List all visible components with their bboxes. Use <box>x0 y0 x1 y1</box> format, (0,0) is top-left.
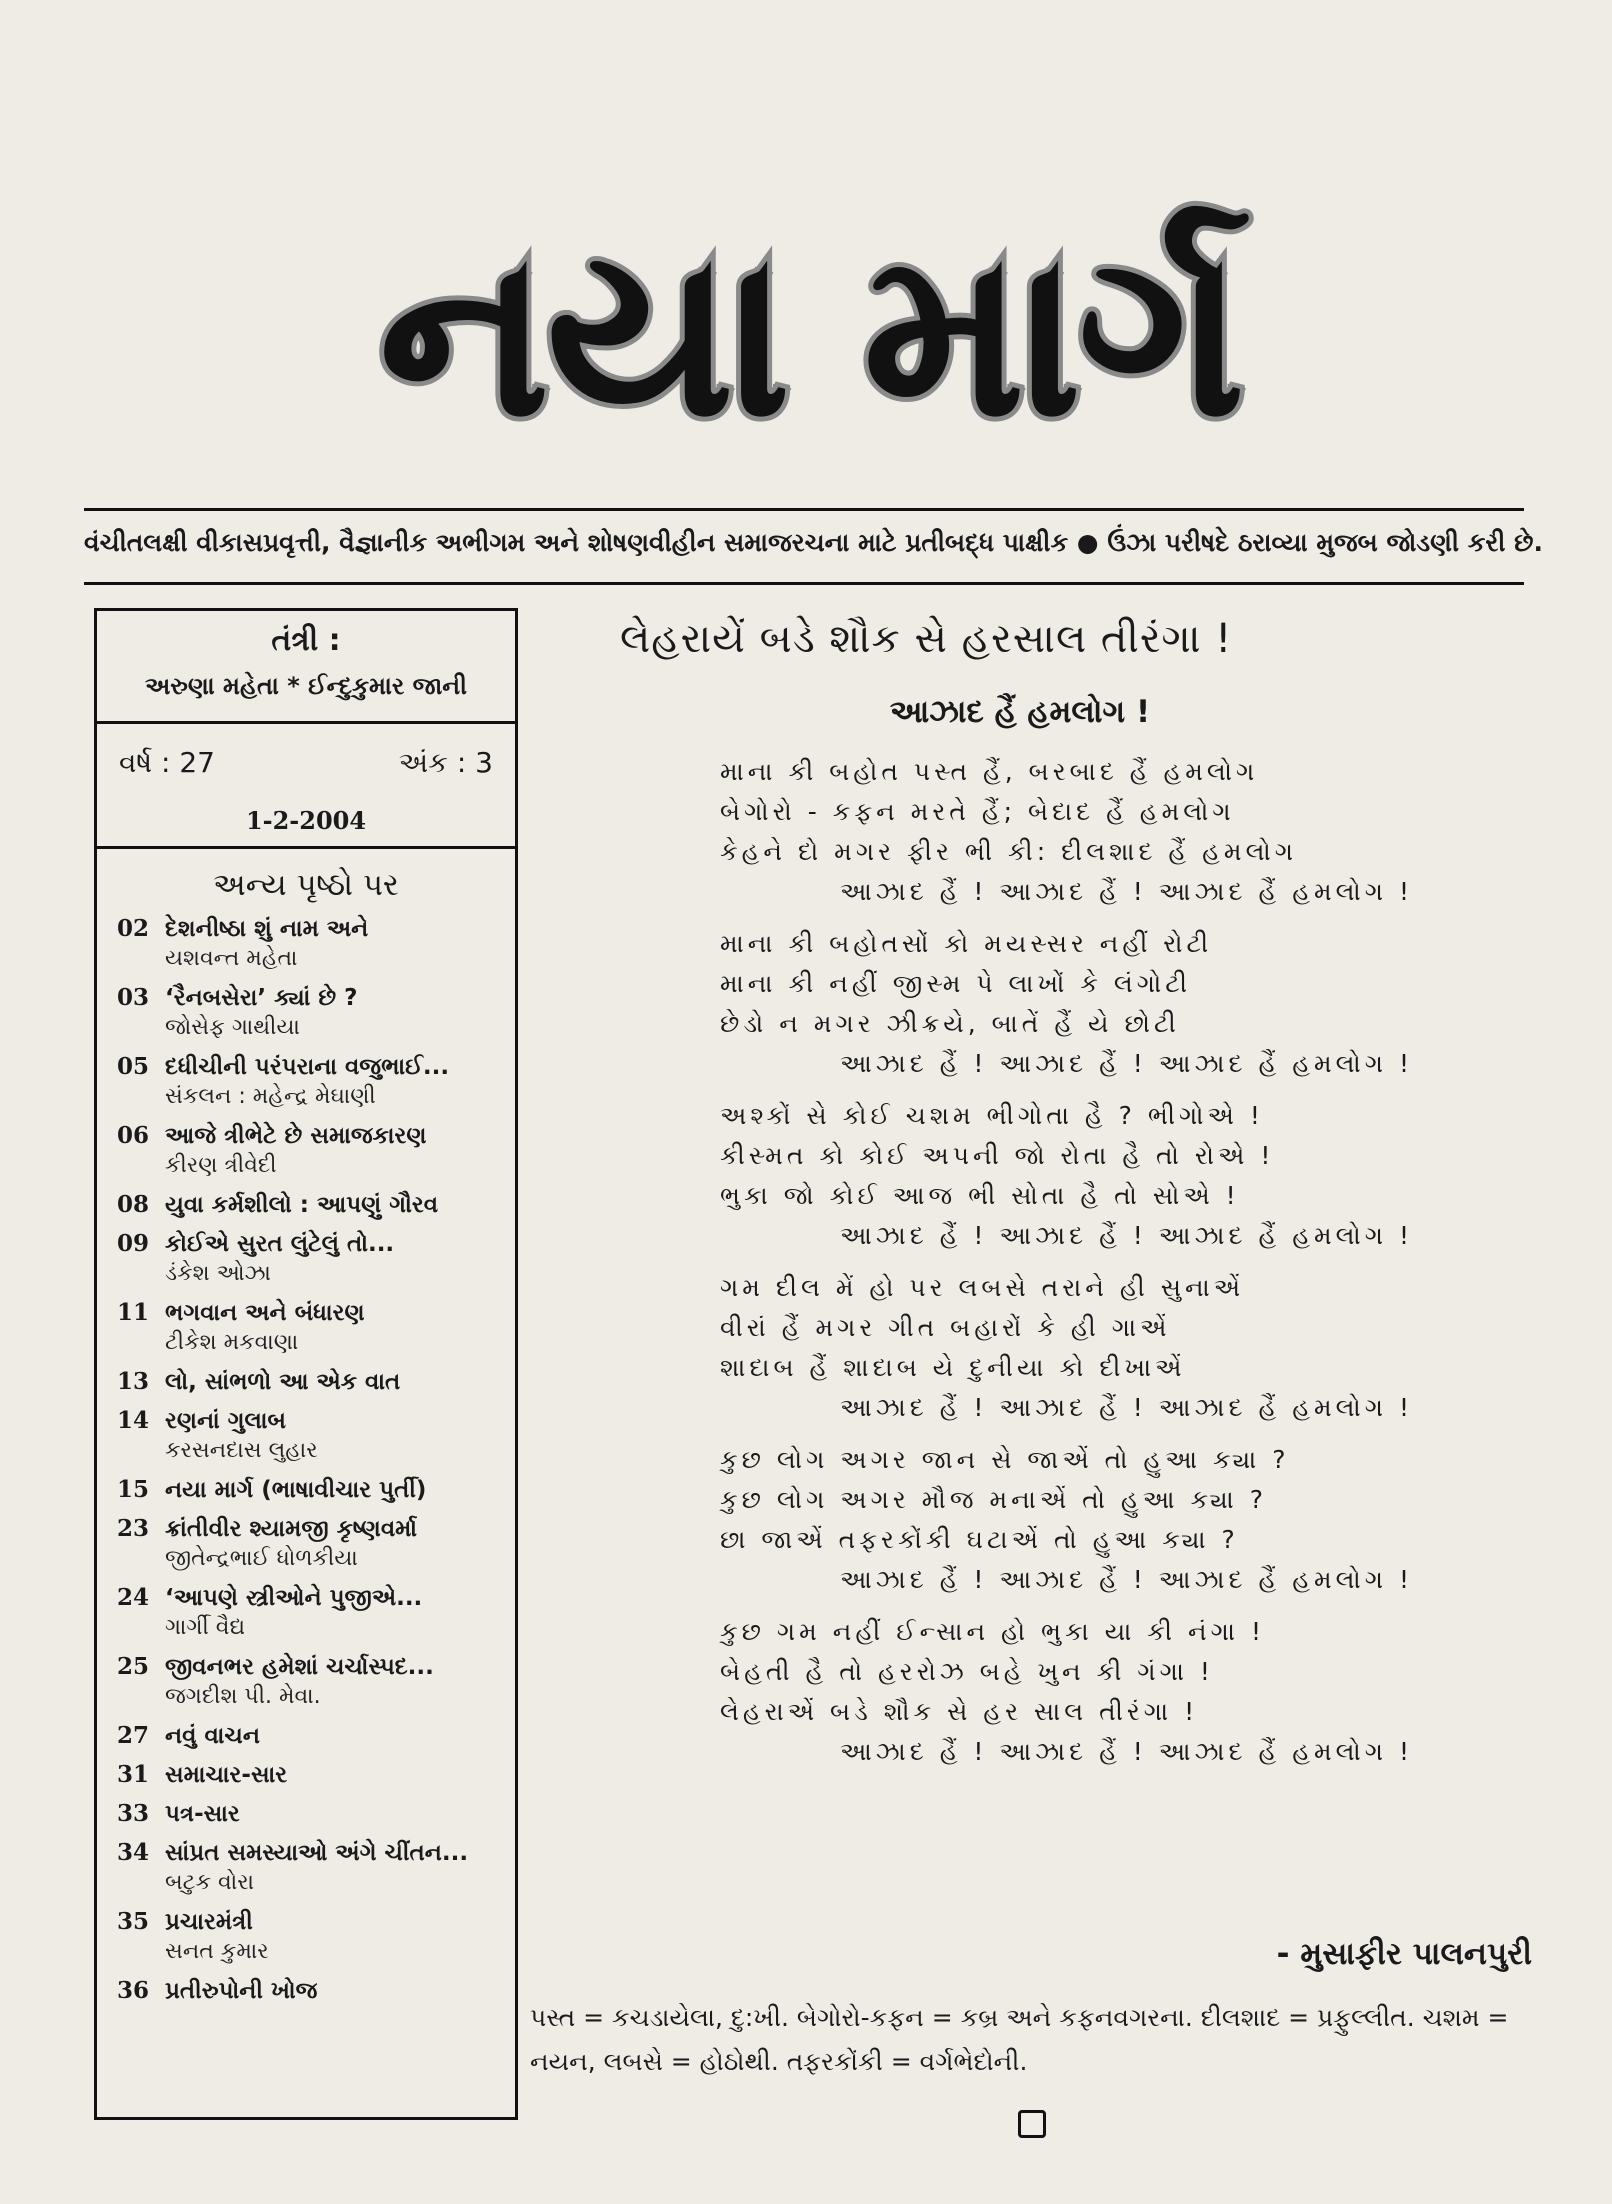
poem-stanza <box>720 924 1450 1084</box>
toc-title: ભગવાન અને બંધારણ <box>165 1300 365 1326</box>
sidebar-box <box>94 608 518 2120</box>
poem-line: કીસ્મત કો કોઈ અપની જો રોતા હૈ તો રોએ ! <box>720 1141 1275 1170</box>
toc-page-number: 36 <box>117 1977 150 2004</box>
toc-row <box>117 1583 507 1613</box>
poem-line: ગમ દીલ મેં હો પર લબસે તરાને હી સુનાએં <box>720 1273 1245 1302</box>
toc-row <box>117 914 507 944</box>
tagline-rule <box>84 582 1524 585</box>
toc-page-number: 25 <box>117 1653 150 1680</box>
toc-page-number: 23 <box>117 1515 150 1542</box>
toc-page-number: 14 <box>117 1407 150 1434</box>
page-headline: લેહરાયેં બડે શૌક સે હરસાલ તીરંગા ! <box>620 616 1233 662</box>
issue-block <box>97 724 515 849</box>
end-of-article-mark <box>1018 2110 1046 2138</box>
poem-line: માના કી નહીં જીસ્મ પે લાખોં કે લંગોટી <box>720 969 1191 998</box>
toc-page-number: 08 <box>117 1191 150 1218</box>
poem-line: વીરાં હૈં મગર ગીત બહારોં કે હી ગાએં <box>720 1313 1171 1342</box>
poem-stanza <box>720 1440 1450 1600</box>
poem-stanza <box>720 1612 1450 1772</box>
poem-line: ભુકા જો કોઈ આજ ભી સોતા હૈ તો સોએ ! <box>720 1181 1240 1210</box>
poem-refrain: આઝાદ હૈં ! આઝાદ હૈં ! આઝાદ હૈં હમલોગ ! <box>840 1221 1413 1250</box>
poem-line: બેગોરો - કફન મરતે હૈં; બેદાદ હૈં હમલોગ <box>720 797 1235 826</box>
poem-line: કુછ લોગ અગર મૌજ મનાએં તો હુઆ ક્યા ? <box>720 1485 1268 1514</box>
toc-title: લો, સાંભળો આ એક વાત <box>165 1369 401 1395</box>
toc-author: ડંકેશ ઓઝા <box>165 1261 271 1286</box>
toc-title: નવું વાચન <box>165 1723 260 1749</box>
issue-date: 1-2-2004 <box>245 806 367 835</box>
toc-row <box>117 1907 507 1937</box>
toc-item <box>117 1799 507 1829</box>
poem-line: લેહરાએં બડે શૌક સે હર સાલ તીરંગા ! <box>720 1697 1199 1726</box>
toc-title: દધીચીની પરંપરાના વજુભાઈ... <box>165 1054 450 1080</box>
poem-line: છેડો ન મગર ઝીક્રયે, બાતેં હૈં યે છોટી <box>720 1009 1180 1038</box>
toc-item <box>117 1406 507 1466</box>
toc-title: રણનાં ગુલાબ <box>165 1408 287 1434</box>
toc-page-number: 11 <box>117 1299 150 1326</box>
toc-title: નયા માર્ગ (ભાષાવીચાર પુર્તી) <box>165 1477 427 1503</box>
toc-item <box>117 1475 507 1505</box>
toc-item <box>117 1907 507 1967</box>
toc-row <box>117 1298 507 1328</box>
toc-heading: અન્ય પૃષ્ઠો પર <box>213 867 399 903</box>
toc-page-number: 33 <box>117 1800 150 1827</box>
toc-title: જીવનભર હમેશાં ચર્ચાસ્પદ... <box>165 1654 434 1680</box>
toc-item <box>117 1190 507 1220</box>
toc-row <box>117 1406 507 1436</box>
poem-stanza <box>720 1096 1450 1256</box>
toc-row <box>117 1121 507 1151</box>
toc-page-number: 15 <box>117 1476 150 1503</box>
toc-title: સમાચાર-સાર <box>165 1762 288 1788</box>
poem-line: કેહને દો મગર ફીર ભી કી: દીલશાદ હૈં હમલોગ <box>720 837 1297 866</box>
toc-row <box>117 983 507 1013</box>
editor-label: તંત્રી : <box>271 623 341 658</box>
toc-title: સાંપ્રત સમસ્યાઓ અંગે ચીંતન... <box>165 1840 469 1866</box>
volume-year: વર્ષ : 27 <box>119 746 215 779</box>
poem-refrain: આઝાદ હૈં ! આઝાદ હૈં ! આઝાદ હૈં હમલોગ ! <box>840 1737 1413 1766</box>
toc-item <box>117 1121 507 1181</box>
toc-author: કીરણ ત્રીવેદી <box>165 1153 277 1178</box>
top-rule <box>84 508 1524 511</box>
toc-item <box>117 1367 507 1397</box>
toc-item <box>117 1229 507 1289</box>
toc-item <box>117 1721 507 1751</box>
tagline: વંચીતલક્ષી વીકાસપ્રવૃત્તી, વૈજ્ઞાનીક અભીગમ અને શોષણવીહીન સમાજરચના માટે પ્રતીબદ્ધ પાક્ષીક ● ઉંઝા પરીષદે ઠરાવ્યા મુજબ જોડણી કરી છે. <box>84 528 1543 557</box>
poem-author: - મુસાફીર પાલનપુરી <box>1276 1936 1532 1972</box>
toc-title: આજે ત્રીભેટે છે સમાજકારણ <box>165 1123 427 1149</box>
toc-author: યશવન્ત મહેતા <box>165 946 298 971</box>
toc-page-number: 02 <box>117 915 150 942</box>
toc-title: દેશનીષ્ઠા શું નામ અને <box>165 916 369 942</box>
toc-row <box>117 1229 507 1259</box>
poem-title: આઝાદ હૈં હમલોગ ! <box>889 694 1151 730</box>
toc-item <box>117 914 507 974</box>
toc-row <box>117 1721 507 1751</box>
toc-item <box>117 1052 507 1112</box>
poem-line: માના કી બહોત પસ્ત હૈં, બરબાદ હૈં હમલોગ <box>720 757 1259 786</box>
toc-title: ક્રાંતીવીર શ્યામજી કૃષ્ણવર્મા <box>165 1516 418 1542</box>
toc-item <box>117 1838 507 1898</box>
toc-row <box>117 1367 507 1397</box>
toc-page-number: 05 <box>117 1053 150 1080</box>
toc-row <box>117 1190 507 1220</box>
toc-page-number: 09 <box>117 1230 150 1257</box>
poem-line: માના કી બહોતસોં કો મયસ્સર નહીં રોટી <box>720 929 1213 958</box>
toc-row <box>117 1514 507 1544</box>
toc-author: સંકલન : મહેન્દ્ર મેઘાણી <box>165 1084 376 1109</box>
toc-page-number: 34 <box>117 1839 150 1866</box>
toc-page-number: 31 <box>117 1761 150 1788</box>
toc-row <box>117 1799 507 1829</box>
poem-line: કુછ ગમ નહીં ઈન્સાન હો ભુકા યા કી નંગા ! <box>720 1617 1265 1646</box>
toc-row <box>117 1652 507 1682</box>
toc-page-number: 35 <box>117 1908 150 1935</box>
poem-line: કુછ લોગ અગર જાન સે જાએં તો હુઆ ક્યા ? <box>720 1445 1290 1474</box>
toc-title: યુવા કર્મશીલો : આપણું ગૌરવ <box>165 1192 439 1218</box>
toc-title: ‘આપણે સ્ત્રીઓને પુજીએ... <box>165 1585 423 1611</box>
poem-line: બેહતી હૈ તો હરરોઝ બહે ખુન કી ગંગા ! <box>720 1657 1214 1686</box>
toc-title: ‘રૈનબસેરા’ ક્યાં છે ? <box>165 985 358 1011</box>
toc-author: સનત કુમાર <box>165 1939 269 1964</box>
toc-item <box>117 983 507 1043</box>
toc-title: પ્રતીરુપોની ખોજ <box>165 1978 318 2004</box>
toc-row <box>117 1760 507 1790</box>
poem-stanza <box>720 1268 1450 1428</box>
toc-page-number: 06 <box>117 1122 150 1149</box>
poem-refrain: આઝાદ હૈં ! આઝાદ હૈં ! આઝાદ હૈં હમલોગ ! <box>840 1393 1413 1422</box>
masthead-title: નયા માર્ગ <box>378 201 1242 468</box>
poem-stanza <box>720 752 1450 912</box>
toc-page-number: 03 <box>117 984 150 1011</box>
toc-item <box>117 1760 507 1790</box>
toc-row <box>117 1976 507 2006</box>
poem-line: છા જાએં તફરકોંકી ઘટાએં તો હુઆ ક્યા ? <box>720 1525 1239 1554</box>
table-of-contents <box>97 914 515 2006</box>
toc-title: પત્ર-સાર <box>165 1801 240 1827</box>
toc-page-number: 24 <box>117 1584 150 1611</box>
toc-item <box>117 1514 507 1574</box>
toc-row <box>117 1838 507 1868</box>
poem-line: અશ્કોં સે કોઈ ચશમ ભીગોતા હૈ ? ભીગોએ ! <box>720 1101 1264 1130</box>
poem-refrain: આઝાદ હૈં ! આઝાદ હૈં ! આઝાદ હૈં હમલોગ ! <box>840 1049 1413 1078</box>
poem-refrain: આઝાદ હૈં ! આઝાદ હૈં ! આઝાદ હૈં હમલોગ ! <box>840 877 1413 906</box>
toc-author: જગદીશ પી. મેવા. <box>165 1684 321 1709</box>
toc-author: કરસનદાસ લુહાર <box>165 1438 318 1463</box>
poem-refrain: આઝાદ હૈં ! આઝાદ હૈં ! આઝાદ હૈં હમલોગ ! <box>840 1565 1413 1594</box>
toc-author: ગાર્ગી વૈદ્ય <box>165 1615 246 1640</box>
poem-line: શાદાબ હૈં શાદાબ યે દુનીયા કો દીખાએં <box>720 1353 1186 1382</box>
toc-title: કોઈએ સુરત લુંટેલું તો... <box>165 1231 395 1257</box>
editor-names: અરુણા મહેતા * ઈન્દુકુમાર જાની <box>144 672 468 700</box>
toc-item <box>117 1583 507 1643</box>
toc-page-number: 27 <box>117 1722 150 1749</box>
toc-item <box>117 1298 507 1358</box>
toc-author: જીતેન્દ્રભાઈ ધોળકીયા <box>165 1546 358 1571</box>
toc-author: બટુક વોરા <box>165 1870 254 1895</box>
toc-row <box>117 1052 507 1082</box>
toc-row <box>117 1475 507 1505</box>
toc-item <box>117 1976 507 2006</box>
poem-body <box>720 752 1450 1784</box>
toc-author: ટીકેશ મકવાણા <box>165 1330 299 1355</box>
toc-title: પ્રચારમંત્રી <box>165 1909 253 1935</box>
toc-page-number: 13 <box>117 1368 150 1395</box>
issue-number: અંક : 3 <box>398 746 493 779</box>
toc-item <box>117 1652 507 1712</box>
toc-author: જોસેફ ગાથીયા <box>165 1015 300 1040</box>
glossary-note: પસ્ત = કચડાયેલા, દુ:ખી. બેગોરો-કફન = કબ્ર અને કફનવગરના. દીલશાદ = પ્રફુલ્લીત. ચશમ = નયન, લબસે = હોઠોથી. તફરકોંકી = વર્ગભેદોની. <box>530 2003 1509 2076</box>
editor-block <box>97 611 515 724</box>
